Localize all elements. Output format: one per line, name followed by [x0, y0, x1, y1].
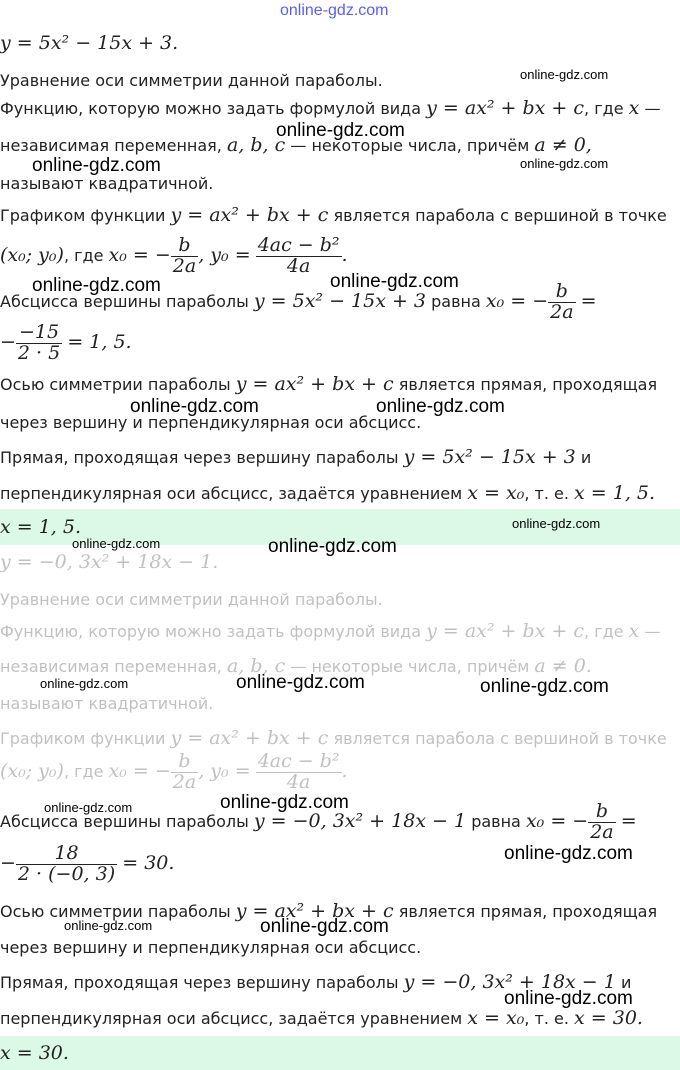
- watermark: online-gdz.com: [32, 275, 161, 296]
- watermark: online-gdz.com: [64, 918, 153, 933]
- part2-heading: Уравнение оси симметрии данной параболы.: [0, 590, 383, 609]
- watermark: online-gdz.com: [504, 843, 633, 864]
- part2-definition-line1: Функцию, которую можно задать формулой вида y = ax² + bx + c, где x —: [0, 620, 661, 642]
- part1-line-1: Прямая, проходящая через вершину параболы y = 5x² − 15x + 3 и: [0, 446, 592, 468]
- part1-axis-line1: Осью симметрии параболы y = ax² + bx + c является прямая, проходящая: [0, 373, 658, 395]
- watermark: online-gdz.com: [268, 536, 397, 557]
- watermark: online-gdz.com: [236, 672, 365, 693]
- abscissa-fraction: $\frac{b}{2a}$: [590, 800, 614, 843]
- watermark-top: online-gdz.com: [280, 2, 389, 19]
- x0-fraction: $\frac{b}{2a}$: [172, 750, 197, 793]
- watermark: online-gdz.com: [276, 120, 405, 141]
- watermark: online-gdz.com: [520, 67, 609, 82]
- part2-definition-line3: называют квадратичной.: [0, 694, 214, 713]
- watermark: online-gdz.com: [520, 156, 609, 171]
- watermark: online-gdz.com: [130, 396, 259, 417]
- part2-calculation: − $\frac{18}{2 \cdot (-0, 3)}$ = 30.: [0, 842, 175, 885]
- abscissa-fraction: $\frac{b}{2a}$: [550, 280, 574, 323]
- watermark: online-gdz.com: [220, 792, 349, 813]
- part2-line-2: перпендикулярная оси абсцисс, задаётся уравнением x = x₀, т. е. x = 30.: [0, 1007, 643, 1029]
- calc-fraction: $\frac{-15}{2 \cdot 5}$: [17, 321, 61, 364]
- x0-fraction: $\frac{b}{2a}$: [172, 234, 197, 277]
- part1-graph-line: Графиком функции y = ax² + bx + c является парабола с вершиной в точке: [0, 204, 667, 226]
- part1-definition-line1: Функцию, которую можно задать формулой вида y = ax² + bx + c, где x —: [0, 97, 661, 119]
- calc-fraction: $\frac{18}{2 \cdot (-0, 3)}$: [17, 842, 116, 885]
- watermark: online-gdz.com: [480, 676, 609, 697]
- watermark: online-gdz.com: [72, 536, 161, 551]
- watermark: online-gdz.com: [260, 916, 389, 937]
- watermark: online-gdz.com: [44, 800, 133, 815]
- part1-vertex-formula: (x₀; y₀), где x₀ = − $\frac{b}{2a}$ , y₀ = $\frac{\text{4ac − b²}}{4a}$ .: [0, 234, 348, 277]
- part2-axis-line1: Осью симметрии параболы y = ax² + bx + c является прямая, проходящая: [0, 900, 658, 922]
- y0-fraction: $\frac{\text{4ac − b²}}{4a}$: [257, 234, 340, 277]
- part1-line-2: перпендикулярная оси абсцисс, задаётся уравнением x = x₀, т. е. x = 1, 5.: [0, 482, 656, 504]
- part1-answer: x = 1, 5.: [0, 516, 82, 538]
- watermark: online-gdz.com: [330, 271, 459, 292]
- part2-answer: x = 30.: [0, 1042, 69, 1064]
- part1-axis-line2: через вершину и перпендикулярная оси абсцисс.: [0, 413, 422, 432]
- watermark: online-gdz.com: [504, 988, 633, 1009]
- part1-definition-line2: независимая переменная, a, b, c — некоторые числа, причём a ≠ 0,: [0, 134, 592, 156]
- watermark: online-gdz.com: [32, 155, 161, 176]
- part1-heading: Уравнение оси симметрии данной параболы.: [0, 71, 383, 90]
- part2-axis-line2: через вершину и перпендикулярная оси абсцисс.: [0, 938, 422, 957]
- part2-line-1: Прямая, проходящая через вершину параболы y = −0, 3x² + 18x − 1 и: [0, 971, 632, 993]
- part1-definition-line3: называют квадратичной.: [0, 174, 214, 193]
- part2-definition-line2: независимая переменная, a, b, c — некоторые числа, причём a ≠ 0.: [0, 655, 592, 677]
- part2-graph-line: Графиком функции y = ax² + bx + c является парабола с вершиной в точке: [0, 727, 667, 749]
- part1-calculation: − $\frac{-15}{2 \cdot 5}$ = 1, 5.: [0, 321, 132, 364]
- part2-vertex-formula: (x₀; y₀), где x₀ = − $\frac{b}{2a}$ , y₀ = $\frac{\text{4ac − b²}}{4a}$ .: [0, 750, 348, 793]
- y0-fraction: $\frac{\text{4ac − b²}}{4a}$: [257, 750, 340, 793]
- part1-equation: y = 5x² − 15x + 3.: [0, 32, 179, 54]
- part2-equation: y = −0, 3x² + 18x − 1.: [0, 551, 219, 573]
- part2-abscissa-line: Абсцисса вершины параболы y = −0, 3x² + 18x − 1 равна x₀ = − $\frac{b}{2a}$ =: [0, 800, 637, 843]
- part2-answer-band: [0, 1036, 680, 1070]
- watermark: online-gdz.com: [376, 396, 505, 417]
- part1-abscissa-line: Абсцисса вершины параболы y = 5x² − 15x + 3 равна x₀ = − $\frac{b}{2a}$ =: [0, 280, 597, 323]
- watermark: online-gdz.com: [512, 516, 601, 531]
- watermark: online-gdz.com: [40, 676, 129, 691]
